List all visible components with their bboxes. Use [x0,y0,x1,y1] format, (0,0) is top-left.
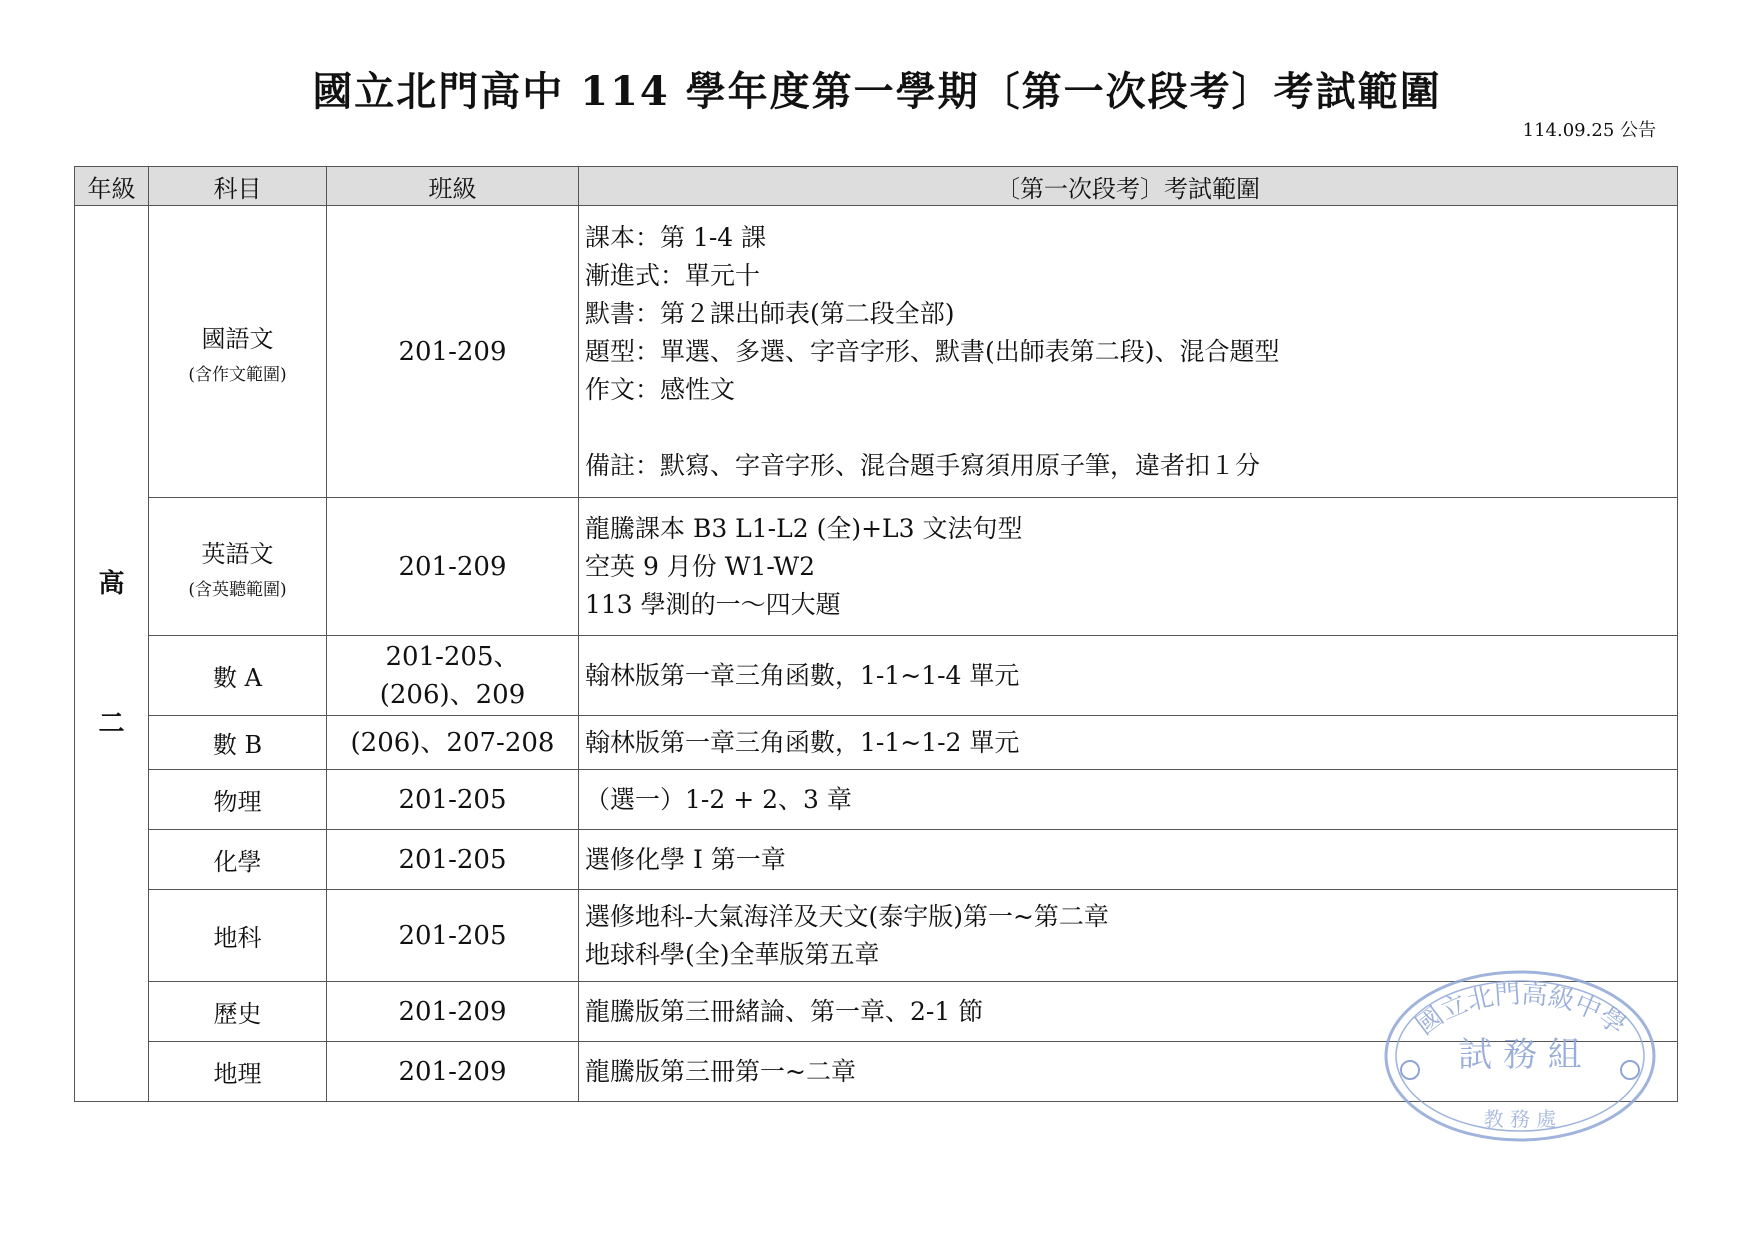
subject-cell [149,770,327,830]
subject-name: 國語文 [201,324,274,353]
class-cell: 201-205 [327,770,579,830]
scope-line: 龍騰課本 B3 L1-L2 (全)+L3 文法句型 [585,513,1023,543]
scope-cell [579,636,1678,716]
header-subject: 科目 [149,167,327,206]
scope-line: 作文：感性文 [585,374,736,404]
class-cell: 201-209 [327,1042,579,1102]
exam-scope-table [74,166,1678,1102]
scope-line: 龍騰版第三冊第一~二章 [585,1056,856,1086]
subject-note: (含英聽範圍) [188,579,287,600]
subject-cell [149,636,327,716]
subject-cell [149,716,327,770]
table-row [75,830,1678,890]
subject-name: 歷史 [213,1000,262,1028]
class-cell: 201-205、 (206)、209 [327,636,579,716]
scope-line [585,409,1677,447]
subject-cell [149,1042,327,1102]
table-header-row [75,167,1678,206]
scope-cell [579,770,1678,830]
class-cell: 201-205 [327,890,579,982]
scope-line: 地球科學(全)全華版第五章 [585,939,880,969]
page-title: 國立北門高中 114 學年度第一學期〔第一次段考〕考試範圍 [312,68,1442,115]
header-grade: 年級 [75,167,149,206]
scope-cell [579,498,1678,636]
grade-cell: 高 二 [75,206,149,1102]
subject-cell [149,982,327,1042]
subject-cell [149,206,327,498]
scope-line: 題型：單選、多選、字音字形、默書(出師表第二段)、混合題型 [585,336,1280,366]
subject-name: 數 A [213,664,262,692]
exam-office-seal [1382,968,1658,1144]
class-cell: 201-209 [327,982,579,1042]
subject-note: (含作文範圍) [188,364,287,385]
class-cell: 201-205 [327,830,579,890]
scope-line: 空英 9 月份 W1-W2 [585,551,816,581]
scope-line: 默書：第２課出師表(第二段全部) [585,298,955,328]
scope-line: 選修地科-大氣海洋及天文(泰宇版)第一~第二章 [585,901,1109,931]
scope-cell [579,206,1678,498]
scope-line: 翰林版第一章三角函數，1-1~1-2 單元 [585,727,1020,757]
scope-line: 備註：默寫、字音字形、混合題手寫須用原子筆，違者扣１分 [585,450,1261,480]
announcement-date: 114.09.25 公告 [1522,120,1656,141]
table-row [75,498,1678,636]
subject-name: 物理 [213,788,262,816]
table-row [75,636,1678,716]
scope-line: 選修化學 Ⅰ 第一章 [585,844,786,874]
seal-center-text: 試 務 組 [1458,1035,1582,1075]
scope-line: 翰林版第一章三角函數，1-1~1-4 單元 [585,660,1020,690]
class-cell: 201-209 [327,498,579,636]
table-row [75,716,1678,770]
subject-name: 英語文 [201,539,274,568]
subject-name: 數 B [212,731,263,759]
header-scope: 〔第一次段考〕考試範圍 [579,167,1678,206]
scope-line: 113 學測的一～四大題 [585,589,841,619]
scope-line: 漸進式：單元十 [585,260,761,290]
header-class: 班級 [327,167,579,206]
seal-flower-icon [1621,1061,1639,1079]
table-row [75,206,1678,498]
subject-name: 化學 [213,848,262,876]
subject-cell [149,830,327,890]
subject-cell [149,498,327,636]
scope-line: 龍騰版第三冊緒論、第一章、2-1 節 [585,996,984,1026]
scope-line: 課本：第 1-4 課 [585,222,767,252]
scope-cell [579,830,1678,890]
subject-name: 地理 [213,1060,262,1088]
seal-flower-icon [1401,1061,1419,1079]
subject-cell [149,890,327,982]
subject-name: 地科 [213,924,262,952]
scope-cell [579,716,1678,770]
scope-line: （選一）1-2 + 2、3 章 [585,784,852,814]
table-row [75,770,1678,830]
class-cell: (206)、207-208 [327,716,579,770]
class-cell: 201-209 [327,206,579,498]
seal-arc-text: 國立北門高級中學 [1410,979,1632,1042]
seal-bottom-text: 教 務 處 [1483,1107,1557,1131]
